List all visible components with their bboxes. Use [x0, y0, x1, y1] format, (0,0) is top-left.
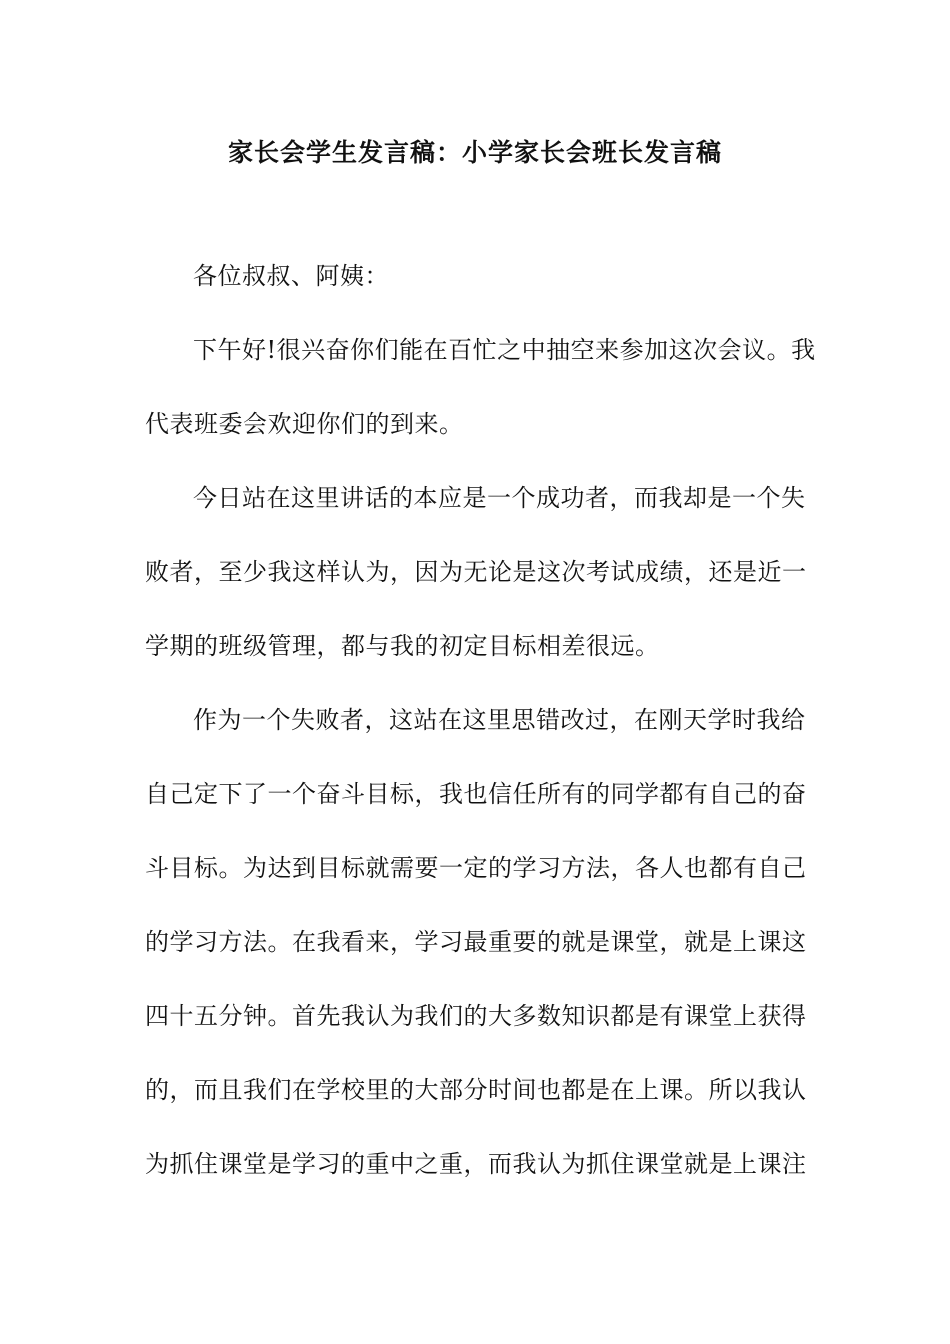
paragraph-line: 败者，至少我这样认为，因为无论是这次考试成绩，还是近一 [145, 558, 807, 586]
paragraph-line: 作为一个失败者，这站在这里思错改过，在刚天学时我给 [193, 706, 806, 734]
paragraph-line: 学期的班级管理，都与我的初定目标相差很远。 [145, 632, 660, 660]
paragraph-line: 下午好!很兴奋你们能在百忙之中抽空来参加这次会议。我 [193, 336, 816, 364]
paragraph-line: 今日站在这里讲话的本应是一个成功者，而我却是一个失 [193, 484, 806, 512]
paragraph-line: 四十五分钟。首先我认为我们的大多数知识都是有课堂上获得 [145, 1002, 807, 1030]
paragraph-line: 自己定下了一个奋斗目标，我也信任所有的同学都有自己的奋 [145, 780, 807, 808]
salutation-line: 各位叔叔、阿姨： [193, 262, 389, 290]
paragraph-line: 代表班委会欢迎你们的到来。 [145, 410, 464, 438]
document-title: 家长会学生发言稿：小学家长会班长发言稿 [227, 138, 722, 167]
document-body [145, 251, 816, 1213]
paragraph-line: 的，而且我们在学校里的大部分时间也都是在上课。所以我认 [145, 1076, 807, 1104]
paragraph-line: 斗目标。为达到目标就需要一定的学习方法，各人也都有自己 [145, 854, 807, 882]
paragraph-line: 的学习方法。在我看来，学习最重要的就是课堂，就是上课这 [145, 928, 807, 956]
paragraph-line: 为抓住课堂是学习的重中之重，而我认为抓住课堂就是上课注 [145, 1150, 807, 1178]
